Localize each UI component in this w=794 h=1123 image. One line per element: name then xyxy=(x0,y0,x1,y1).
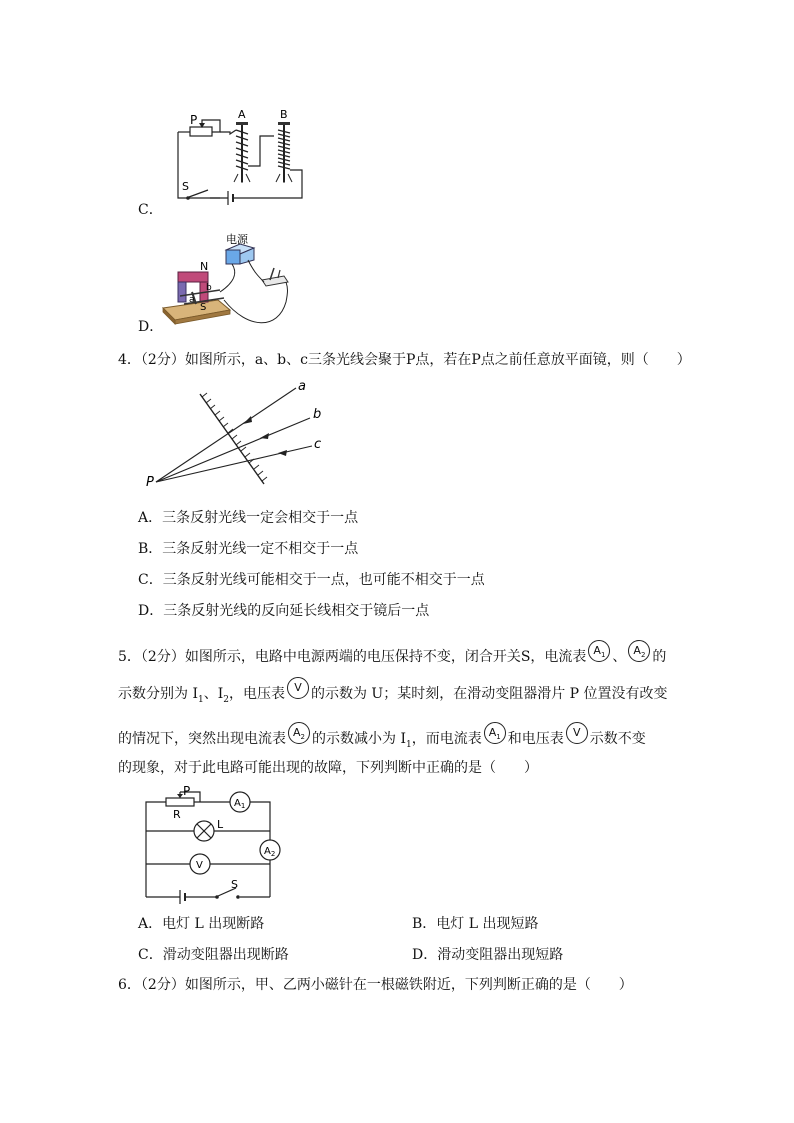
q4-label-c: c xyxy=(314,437,322,452)
fig-d-label-b: b xyxy=(206,283,212,293)
q5-fig-label-s: S xyxy=(231,878,238,891)
q5-fig-label-a2: $A_2$ xyxy=(264,846,276,858)
q5-fig-label-v: V xyxy=(196,860,203,871)
fig-d-label-power: 电源 xyxy=(226,233,248,246)
q5-option-a: A．电灯 L 出现断路 xyxy=(138,916,265,932)
q3-figure-c xyxy=(150,100,320,210)
q4-option-a: A．三条反射光线一定会相交于一点 xyxy=(138,510,359,526)
voltmeter-v-icon: V xyxy=(566,722,588,744)
q4-option-d: D．三条反射光线的反向延长线相交于镜后一点 xyxy=(138,603,430,619)
q5-stem-line-4: 的现象，对于此电路可能出现的故障，下列判断中正确的是（ ） xyxy=(118,760,538,776)
fig-d-label-a: a xyxy=(189,295,195,305)
q5-fig-label-a1: $A_1$ xyxy=(234,798,246,810)
q4-label-p: P xyxy=(146,475,154,490)
fig-d-label-s: S xyxy=(200,302,207,313)
q4-option-c: C．三条反射光线可能相交于一点，也可能不相交于一点 xyxy=(138,572,485,588)
q5-fig-label-r: R xyxy=(173,808,181,821)
fig-c-label-a: A xyxy=(238,108,246,121)
q5-fig-label-p: P xyxy=(183,784,191,798)
q4-stem: 4．（2分）如图所示，a、b、c三条光线会聚于P点，若在P点之前任意放平面镜，则（ ） xyxy=(118,352,691,368)
q4-label-b: b xyxy=(313,407,322,422)
q4-label-a: a xyxy=(298,379,306,394)
q5-option-d: D．滑动变阻器出现短路 xyxy=(412,947,564,963)
q5-option-c: C．滑动变阻器出现断路 xyxy=(138,947,289,963)
q5-stem-line-3: 的情况下，突然出现电流表 $A_2$ 的示数减小为 $I_1$，而电流表 $A_1$ 和电压表 V 示数不变 xyxy=(118,728,646,755)
q3-option-d-label: D． xyxy=(138,319,164,335)
fig-c-label-s: S xyxy=(182,180,189,193)
q3-figure-d xyxy=(158,230,298,330)
q6-stem: 6．（2分）如图所示，甲、乙两小磁针在一根磁铁附近，下列判断正确的是（ ） xyxy=(118,977,633,993)
ammeter-a2-icon: $A_2$ xyxy=(628,640,650,662)
q5-circuit-figure xyxy=(140,784,290,908)
q3-option-c-label: C． xyxy=(138,202,163,218)
voltmeter-v-icon: V xyxy=(287,677,309,699)
q5-fig-label-l: L xyxy=(217,818,224,831)
ammeter-a2-icon: $A_2$ xyxy=(288,722,310,744)
q4-figure xyxy=(140,378,340,493)
q4-option-b: B．三条反射光线一定不相交于一点 xyxy=(138,541,359,557)
fig-c-label-p: P xyxy=(190,113,198,127)
q5-stem-line-1: 5．（2分）如图所示，电路中电源两端的电压保持不变，闭合开关S，电流表 $A_1$ 、 $A_2$ 的 xyxy=(118,646,666,668)
ammeter-a1-icon: $A_1$ xyxy=(588,640,610,662)
q5-option-b: B．电灯 L 出现短路 xyxy=(412,916,539,932)
q5-stem-line-2: 示数分别为 $I_1$、$I_2$，电压表 V 的示数为 U；某时刻，在滑动变阻器滑片 P 位置没有改变 xyxy=(118,683,668,710)
ammeter-a1-icon: $A_1$ xyxy=(484,722,506,744)
fig-c-label-b: B xyxy=(280,108,288,121)
fig-d-label-n: N xyxy=(200,260,209,273)
